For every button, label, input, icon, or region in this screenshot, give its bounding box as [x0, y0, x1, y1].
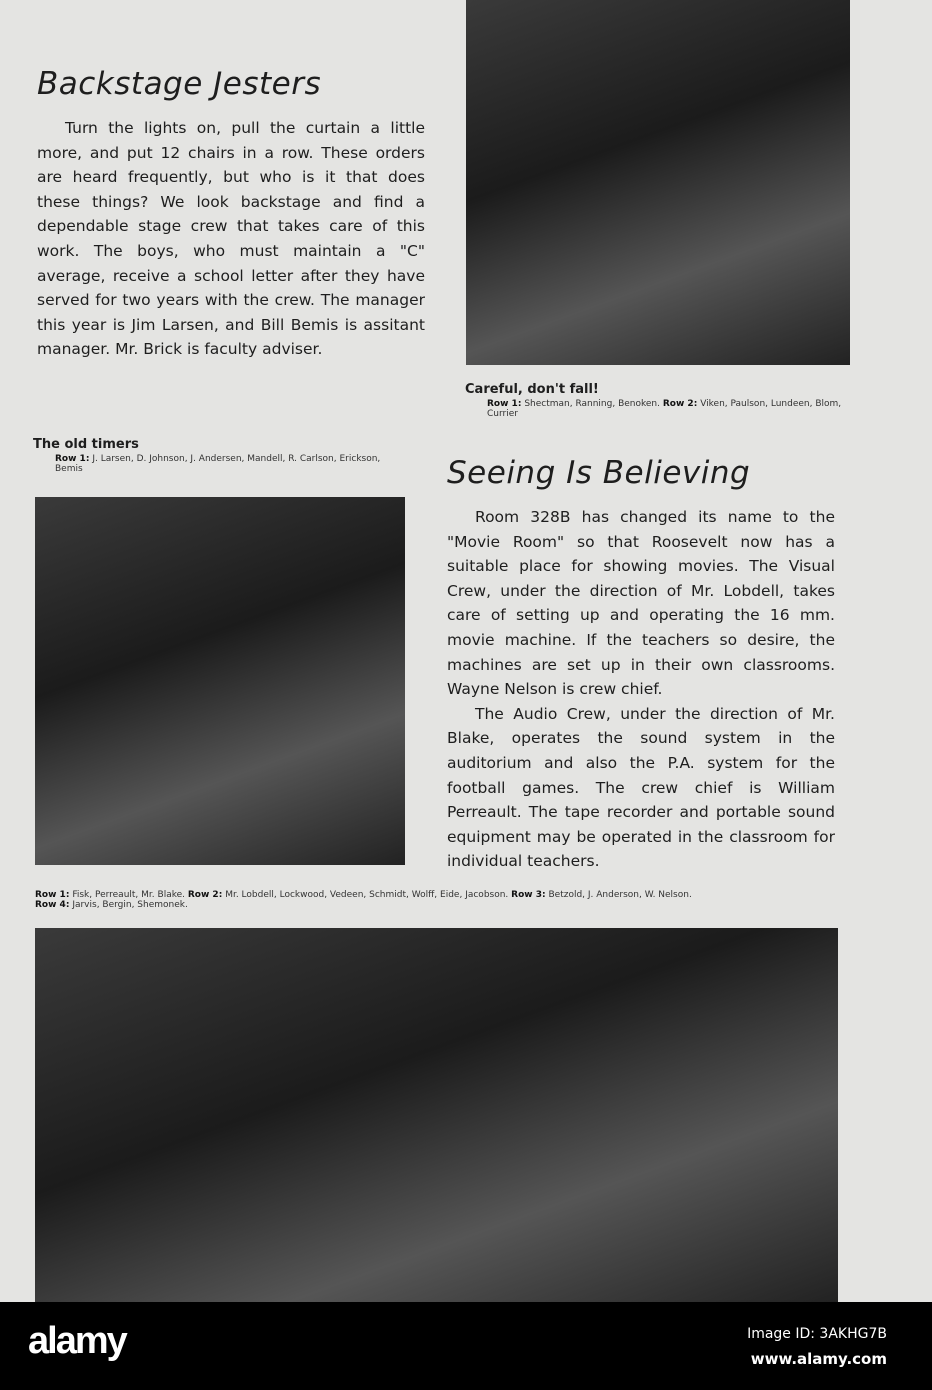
photo3-caption	[35, 890, 845, 910]
paragraph-text: Turn the lights on, pull the curtain a little more, and put 12 chairs in a row. These orders are heard frequently, but who is it that does these things? We look backstage and find a dependable stage crew that takes care of this work. The boys, who must maintain a "C" average, receive a school letter after they have served for two years with the crew. The manager this year is Jim Larsen, and Bill Bemis is assitant manager. Mr. Brick is faculty adviser.	[37, 119, 425, 359]
row-label: Row 4:	[35, 900, 70, 910]
row-names: Shectman, Ranning, Benoken.	[524, 399, 660, 409]
old-timers-photo	[35, 497, 405, 865]
paragraph-text: Room 328B has changed its name to the "Movie Room" so that Roosevelt now has a suitable place for showing movies. The Visual Crew, under the direction of Mr. Lobdell, takes care of setting up and operating the 16 mm. movie machine. If the teachers so desire, the machines are set up in their own classrooms. Wayne Nelson is crew chief.	[447, 508, 835, 699]
visual-audio-crew-photo	[35, 928, 838, 1302]
photo1-caption-title: Careful, don't fall!	[465, 382, 599, 397]
photo2-caption	[55, 454, 410, 474]
backstage-paragraph	[37, 116, 425, 362]
alamy-logo: alamy	[28, 1320, 126, 1362]
row-label: Row 3:	[511, 890, 546, 900]
site-url: www.alamy.com	[750, 1350, 887, 1368]
row-names: J. Larsen, D. Johnson, J. Andersen, Mandell, R. Carlson, Erickson, Bemis	[55, 454, 381, 474]
section-title-backstage-jesters: Backstage Jesters	[37, 66, 322, 102]
row-label: Row 1:	[35, 890, 70, 900]
seeing-paragraph	[447, 505, 835, 874]
row-names: Fisk, Perreault, Mr. Blake.	[72, 890, 185, 900]
image-id: Image ID: 3AKHG7B	[747, 1326, 887, 1342]
row-names: Viken, Paulson, Lundeen, Blom, Currier	[487, 399, 842, 419]
photo2-caption-title: The old timers	[33, 437, 139, 452]
row-label: Row 1:	[487, 399, 522, 409]
stage-crew-photo	[466, 0, 850, 365]
row-label: Row 1:	[55, 454, 90, 464]
row-label: Row 2:	[187, 890, 223, 900]
watermark-footer	[0, 1302, 932, 1390]
row-names: Jarvis, Bergin, Shemonek.	[72, 900, 188, 910]
section-title-seeing-is-believing: Seeing Is Believing	[447, 455, 751, 491]
row-names: Mr. Lobdell, Lockwood, Vedeen, Schmidt, Wolff, Eide, Jacobson.	[225, 890, 509, 900]
photo1-caption	[487, 399, 842, 419]
row-names: Betzold, J. Anderson, W. Nelson.	[548, 890, 692, 900]
row-label: Row 2:	[662, 399, 698, 409]
paragraph-text: The Audio Crew, under the direction of Mr. Blake, operates the sound system in the auditorium and also the P.A. system for the football games. The crew chief is William Perreault. The tape recorder and portable sound equipment may be operated in the classroom for individual teachers.	[447, 704, 835, 871]
